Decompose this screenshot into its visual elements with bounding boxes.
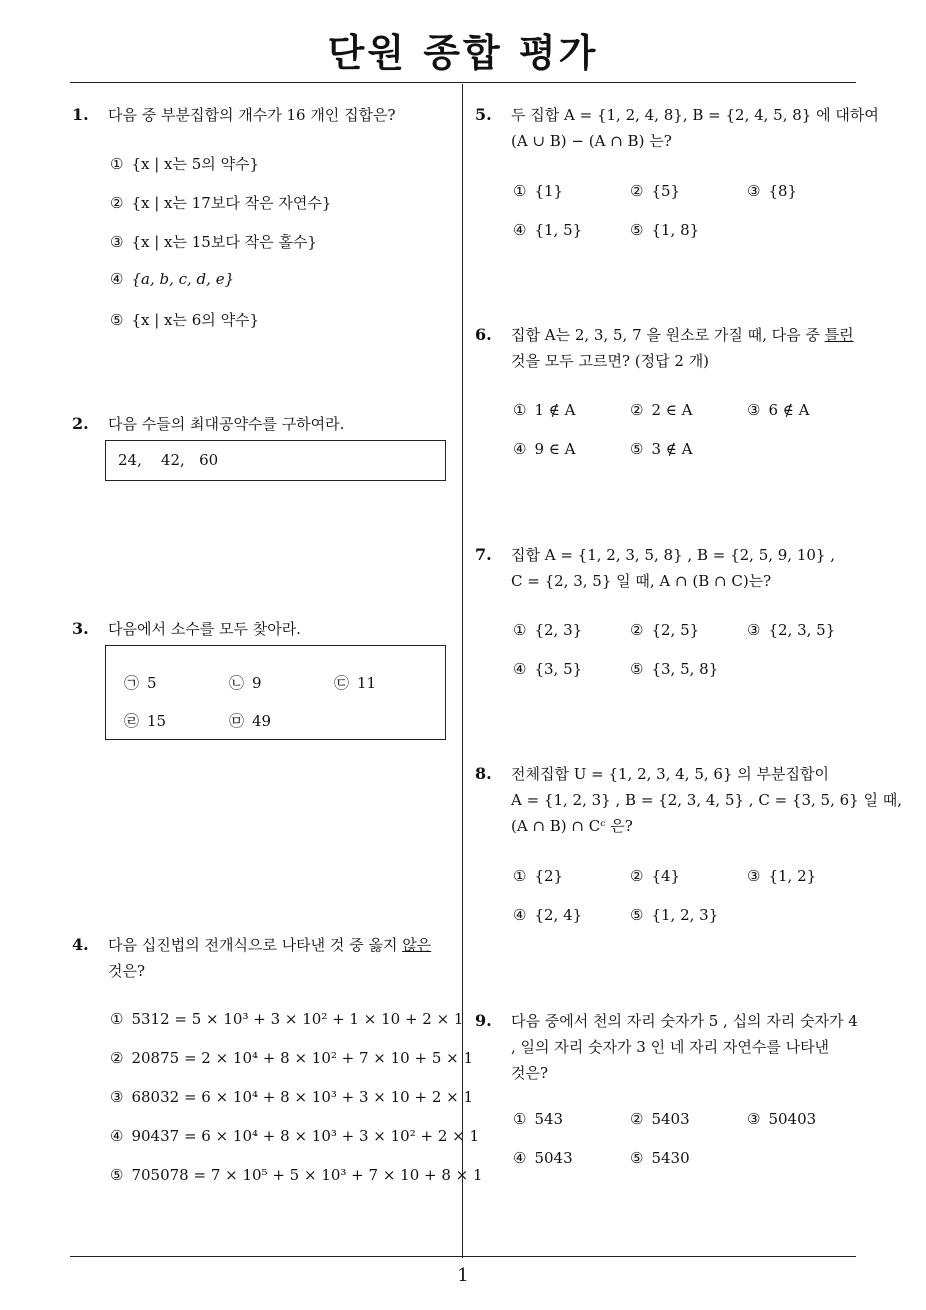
question-text: 집합 A = {1, 2, 3, 5, 8} , B = {2, 5, 9, 10} , <box>511 546 836 564</box>
question-text: 집합 A는 2, 3, 5, 7 을 원소로 가질 때, 다음 중 틀린 <box>511 326 854 344</box>
question-text: C = {2, 3, 5} 일 때, A ∩ (B ∩ C)는? <box>511 572 772 590</box>
emphasis-underline: 틀린 <box>824 326 854 344</box>
box-item: ㉤ 49 <box>229 712 272 730</box>
answer-option[interactable]: ① {2, 3} <box>513 621 583 639</box>
answer-option[interactable]: ⑤ 705078 = 7 × 10⁵ + 5 × 10³ + 7 × 10 + 8 × 1 <box>110 1166 483 1184</box>
question-text: 것을 모두 고르면? (정답 2 개) <box>511 352 710 370</box>
answer-option[interactable]: ④ 9 ∈ A <box>513 440 576 458</box>
question-number: 8. <box>475 764 492 783</box>
box-item: ㉢ 11 <box>334 674 377 692</box>
answer-option[interactable]: ② {x | x는 17보다 작은 자연수} <box>110 194 332 212</box>
answer-option[interactable]: ① 543 <box>513 1110 564 1128</box>
question-text: 두 집합 A = {1, 2, 4, 8}, B = {2, 4, 5, 8} 에 대하여 <box>511 106 879 124</box>
answer-option[interactable]: ① {x | x는 5의 약수} <box>110 155 260 173</box>
question-text: A = {1, 2, 3} , B = {2, 3, 4, 5} , C = {3, 5, 6} 일 때, <box>511 791 902 809</box>
question-number: 5. <box>475 105 492 124</box>
question-number: 9. <box>475 1011 492 1030</box>
box-item: ㉣ 15 <box>124 712 167 730</box>
answer-option[interactable]: ③ {2, 3, 5} <box>747 621 836 639</box>
question-text: 다음 수들의 최대공약수를 구하여라. <box>108 415 345 433</box>
emphasis-underline: 않은 <box>402 936 432 954</box>
answer-option[interactable]: ④ {3, 5} <box>513 660 583 678</box>
bottom-rule <box>70 1256 856 1257</box>
question-text: 다음에서 소수를 모두 찾아라. <box>108 620 301 638</box>
answer-option[interactable]: ② {5} <box>630 182 681 200</box>
question-number: 3. <box>72 619 89 638</box>
question-5 <box>475 102 879 154</box>
answer-option[interactable]: ⑤ {x | x는 6의 약수} <box>110 311 260 329</box>
answer-option[interactable]: ③ {1, 2} <box>747 867 817 885</box>
answer-option[interactable]: ① {2} <box>513 867 564 885</box>
answer-option[interactable]: ② 20875 = 2 × 10⁴ + 8 × 10² + 7 × 10 + 5 × 1 <box>110 1049 474 1067</box>
given-numbers-box <box>105 440 446 481</box>
question-2 <box>72 411 452 437</box>
box-item: ㉠ 5 <box>124 674 157 692</box>
box-item: ㉡ 9 <box>229 674 262 692</box>
question-text: 전체집합 U = {1, 2, 3, 4, 5, 6} 의 부분집합이 <box>511 765 829 783</box>
question-4 <box>72 932 452 984</box>
answer-option[interactable]: ⑤ 5430 <box>630 1149 690 1167</box>
answer-option[interactable]: ④ {2, 4} <box>513 906 583 924</box>
answer-option[interactable]: ① 1 ∉ A <box>513 401 576 419</box>
question-text: 다음 중 부분집합의 개수가 16 개인 집합은? <box>108 106 396 124</box>
question-text: 것은? <box>108 962 146 980</box>
question-7 <box>475 542 865 594</box>
answer-option[interactable]: ⑤ 3 ∉ A <box>630 440 693 458</box>
answer-option[interactable]: ④ 5043 <box>513 1149 573 1167</box>
answer-option[interactable]: ④ 90437 = 6 × 10⁴ + 8 × 10³ + 3 × 10² + 2 × 1 <box>110 1127 480 1145</box>
question-text: , 일의 자리 숫자가 3 인 네 자리 자연수를 나타낸 <box>511 1038 830 1056</box>
answer-option[interactable]: ② 5403 <box>630 1110 690 1128</box>
answer-option[interactable]: ② {2, 5} <box>630 621 700 639</box>
answer-option[interactable]: ⑤ {1, 2, 3} <box>630 906 719 924</box>
question-number: 4. <box>72 935 89 954</box>
page-title: 단원 종합 평가 <box>327 31 599 75</box>
question-9 <box>475 1008 865 1086</box>
answer-option[interactable]: ② 2 ∈ A <box>630 401 693 419</box>
question-1 <box>72 102 452 128</box>
question-text: 것은? <box>511 1064 549 1082</box>
answer-option[interactable]: ① {1} <box>513 182 564 200</box>
answer-option[interactable]: ④ {1, 5} <box>513 221 583 239</box>
page-number: 1 <box>457 1265 469 1286</box>
answer-option[interactable]: ② {4} <box>630 867 681 885</box>
question-6 <box>475 322 865 374</box>
question-text: (A ∪ B) − (A ∩ B) 는? <box>511 132 672 150</box>
question-3 <box>72 616 452 642</box>
question-8 <box>475 761 902 839</box>
answer-option[interactable]: ③ 6 ∉ A <box>747 401 810 419</box>
question-text: 다음 십진법의 전개식으로 나타낸 것 중 옳지 않은 <box>108 936 432 954</box>
question-text: 다음 중에서 천의 자리 숫자가 5 , 십의 자리 숫자가 4 <box>511 1012 858 1030</box>
answer-option[interactable]: ③ {8} <box>747 182 798 200</box>
question-number: 7. <box>475 545 492 564</box>
answer-option[interactable]: ④ {a, b, c, d, e} <box>110 270 235 288</box>
question-number: 6. <box>475 325 492 344</box>
answer-option[interactable]: ③ 50403 <box>747 1110 817 1128</box>
question-number: 2. <box>72 414 89 433</box>
candidate-numbers-box <box>105 645 446 740</box>
answer-option[interactable]: ⑤ {1, 8} <box>630 221 700 239</box>
answer-option[interactable]: ⑤ {3, 5, 8} <box>630 660 719 678</box>
answer-option[interactable]: ① 5312 = 5 × 10³ + 3 × 10² + 1 × 10 + 2 × 1 <box>110 1010 464 1028</box>
answer-option[interactable]: ③ {x | x는 15보다 작은 홀수} <box>110 233 317 251</box>
column-divider <box>462 84 463 1258</box>
question-text: (A ∩ B) ∩ Cᶜ 은? <box>511 817 633 835</box>
top-rule <box>70 82 856 83</box>
box-text: 24, 42, 60 <box>118 451 219 469</box>
question-number: 1. <box>72 105 89 124</box>
answer-option[interactable]: ③ 68032 = 6 × 10⁴ + 8 × 10³ + 3 × 10 + 2 × 1 <box>110 1088 474 1106</box>
